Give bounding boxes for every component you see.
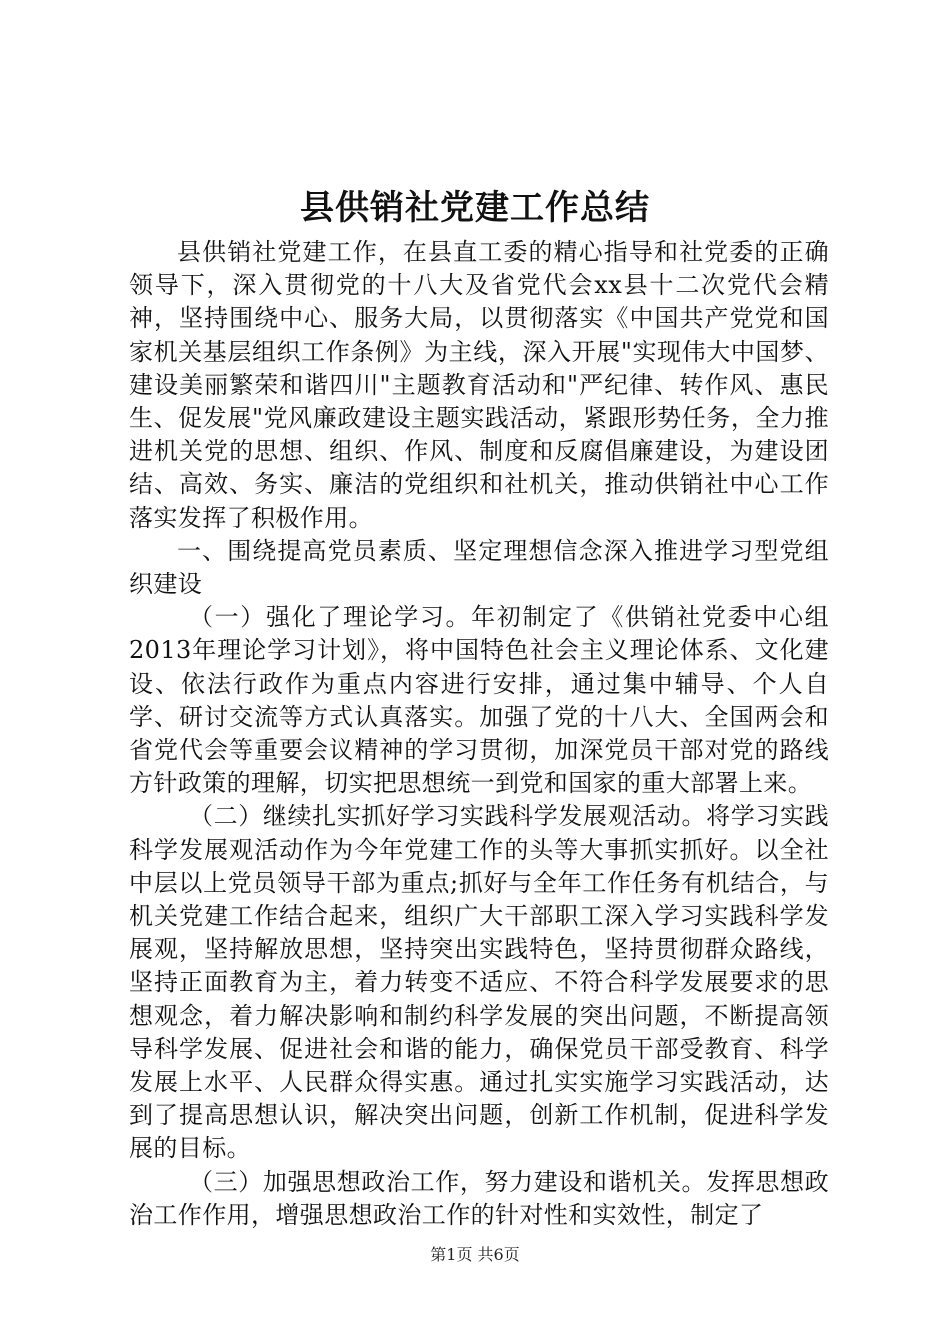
paragraph-intro: 县供销社党建工作，在县直工委的精心指导和社党委的正确领导下，深入贯彻党的十八大及省党代会xx县十二次党代会精神，坚持围绕中心、服务大局，以贯彻落实《中国共产党党和国家机关基层组织工作条例》为主线，深入开展"实现伟大中国梦、建设美丽繁荣和谐四川"主题教育活动和"严纪律、转作风、惠民生、促发展"党风廉政建设主题实践活动，紧跟形势任务，全力推进机关党的思想、组织、作风、制度和反腐倡廉建设，为建设团结、高效、务实、廉洁的党组织和社机关，推动供销社中心工作落实发挥了积极作用。 bbox=[129, 238, 829, 532]
document-body bbox=[129, 236, 829, 1232]
paragraph-item-1: （一）强化了理论学习。年初制定了《供销社党委中心组2013年理论学习计划》，将中国特色社会主义理论体系、文化建设、依法行政作为重点内容进行安排，通过集中辅导、个人自学、研讨交流等方式认真落实。加强了党的十八大、全国两会和省党代会等重要会议精神的学习贯彻，加深党员干部对党的路线方针政策的理解，切实把思想统一到党和国家的重大部署上来。 bbox=[129, 603, 829, 798]
page-number-footer: 第1页 共6页 bbox=[430, 1245, 520, 1264]
paragraph-item-3: （三）加强思想政治工作，努力建设和谐机关。发挥思想政治工作作用，增强思想政治工作的针对性和实效性，制定了 bbox=[129, 1167, 829, 1229]
paragraph-item-2: （二）继续扎实抓好学习实践科学发展观活动。将学习实践科学发展观活动作为今年党建工作的头等大事抓实抓好。以全社中层以上党员领导干部为重点;抓好与全年工作任务有机结合，与机关党建工作结合起来，组织广大干部职工深入学习实践科学发展观，坚持解放思想，坚持突出实践特色，坚持贯彻群众路线，坚持正面教育为主，着力转变不适应、不符合科学发展要求的思想观念，着力解决影响和制约科学发展的突出问题，不断提高领导科学发展、促进社会和谐的能力，确保党员干部受教育、科学发展上水平、人民群众得实惠。通过扎实实施学习实践活动，达到了提高思想认识，解决突出问题，创新工作机制，促进科学发展的目标。 bbox=[129, 802, 829, 1163]
document-title: 县供销社党建工作总结 bbox=[300, 188, 650, 228]
paragraph-section-heading-1: 一、围绕提高党员素质、坚定理想信念深入推进学习型党组织建设 bbox=[129, 536, 829, 599]
